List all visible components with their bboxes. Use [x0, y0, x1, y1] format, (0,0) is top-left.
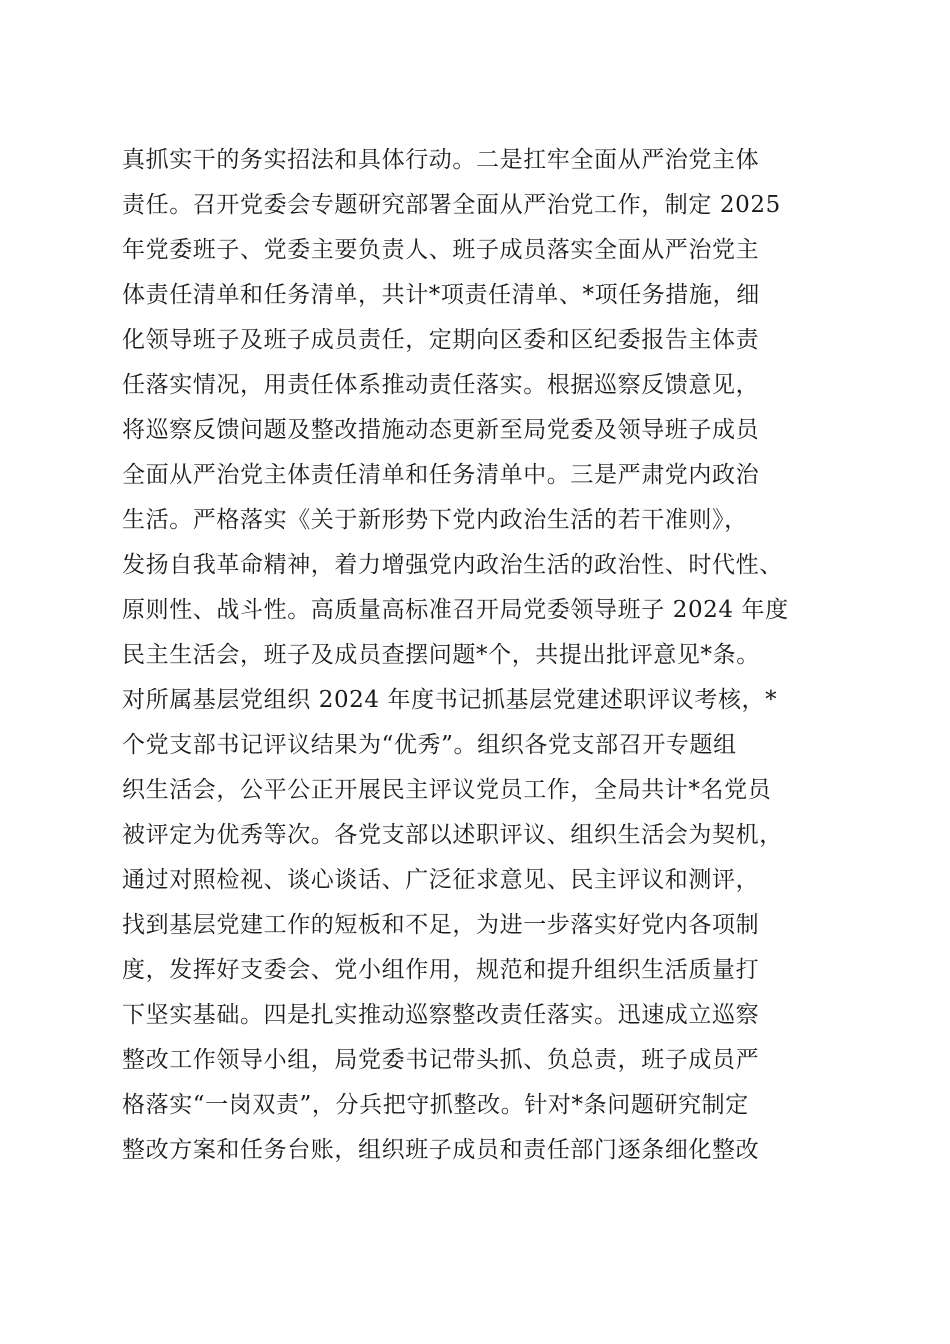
body-text-line: 格落实“一岗双责”，分兵把守抓整改。针对*条问题研究制定	[122, 1092, 749, 1118]
body-text-line: 个党支部书记评议结果为“优秀”。组织各党支部召开专题组	[122, 732, 737, 758]
body-text-line: 找到基层党建工作的短板和不足，为进一步落实好党内各项制	[122, 912, 760, 938]
body-text-line: 年党委班子、党委主要负责人、班子成员落实全面从严治党主	[122, 237, 760, 263]
body-text-line: 下坚实基础。四是扎实推动巡察整改责任落实。迅速成立巡察	[122, 1002, 760, 1028]
body-text-line: 通过对照检视、谈心谈话、广泛征求意见、民主评议和测评，	[122, 867, 760, 893]
body-text-line: 对所属基层党组织 2024 年度书记抓基层党建述职评议考核，*	[122, 687, 778, 713]
body-text-line: 化领导班子及班子成员责任，定期向区委和区纪委报告主体责	[122, 327, 760, 353]
body-text-line: 真抓实干的务实招法和具体行动。二是扛牢全面从严治党主体	[122, 147, 760, 173]
body-text-line: 任落实情况，用责任体系推动责任落实。根据巡察反馈意见，	[122, 372, 760, 398]
body-text-line: 责任。召开党委会专题研究部署全面从严治党工作，制定 2025	[122, 192, 781, 218]
body-text-line: 将巡察反馈问题及整改措施动态更新至局党委及领导班子成员	[122, 417, 760, 443]
body-text-line: 全面从严治党主体责任清单和任务清单中。三是严肃党内政治	[122, 462, 760, 488]
body-text-line: 体责任清单和任务清单，共计*项责任清单、*项任务措施，细	[122, 282, 760, 308]
body-text-line: 织生活会，公平公正开展民主评议党员工作，全局共计*名党员	[122, 777, 772, 803]
body-text-line: 度，发挥好支委会、党小组作用，规范和提升组织生活质量打	[122, 957, 760, 983]
body-text-line: 民主生活会，班子及成员查摆问题*个，共提出批评意见*条。	[122, 642, 760, 668]
body-text-line: 生活。严格落实《关于新形势下党内政治生活的若干准则》，	[122, 507, 748, 533]
body-text-line: 原则性、战斗性。高质量高标准召开局党委领导班子 2024 年度	[122, 597, 789, 623]
body-text-line: 发扬自我革命精神，着力增强党内政治生活的政治性、时代性、	[122, 552, 783, 578]
body-text-line: 被评定为优秀等次。各党支部以述职评议、组织生活会为契机，	[122, 822, 783, 848]
body-text-line: 整改工作领导小组，局党委书记带头抓、负总责，班子成员严	[122, 1047, 760, 1073]
body-text-line: 整改方案和任务台账，组织班子成员和责任部门逐条细化整改	[122, 1137, 760, 1163]
